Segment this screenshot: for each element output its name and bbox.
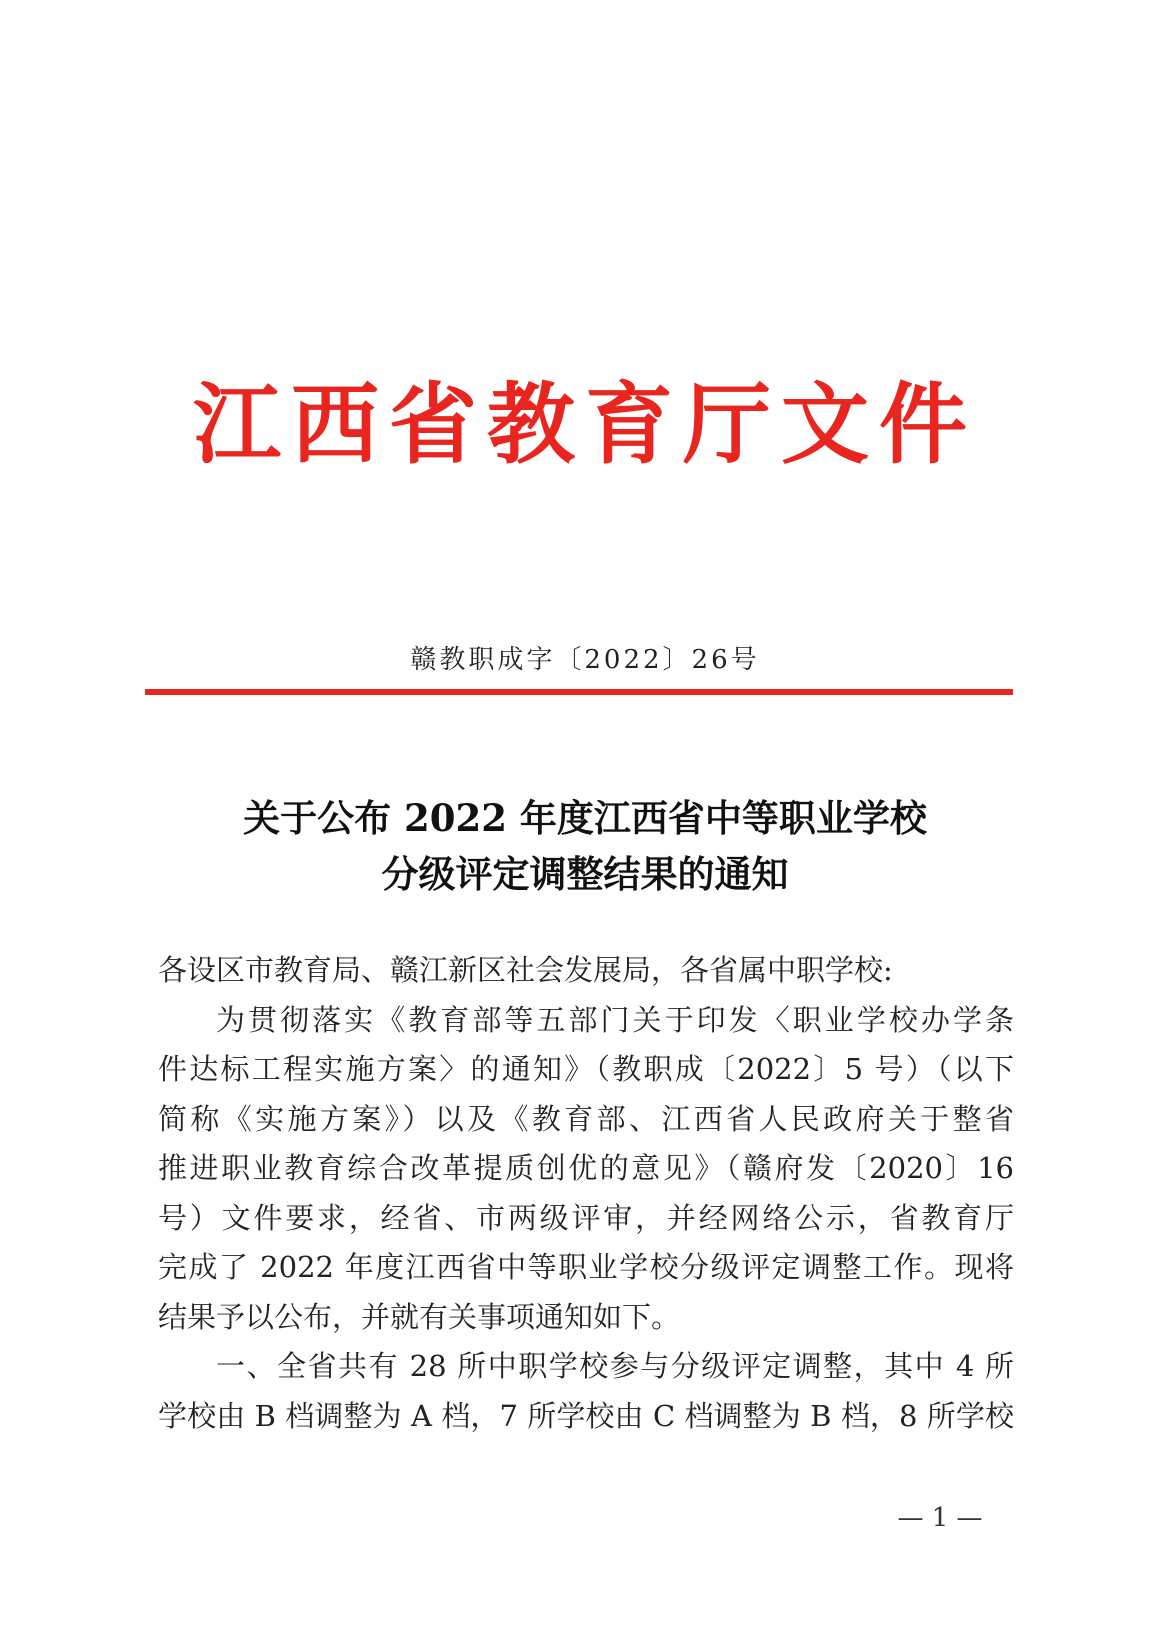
page-number: — 1 — [897,1503,983,1533]
body-line: 件达标工程实施方案〉的通知》（教职成〔2022〕5 号）（以下 [158,1052,1014,1086]
body-line: 推进职业教育综合改革提质创优的意见》（赣府发〔2020〕16 [158,1151,1014,1185]
masthead-title: 江西省教育厅文件 [192,373,977,476]
body-line: 结果予以公布，并就有关事项通知如下。 [158,1299,681,1334]
body-line: 一、全省共有 28 所中职学校参与分级评定调整，其中 4 所 [216,1349,1014,1383]
body-line: 学校由 B 档调整为 A 档，7 所学校由 C 档调整为 B 档，8 所学校 [158,1398,1014,1433]
addressee-line: 各设区市教育局、赣江新区社会发展局，各省属中职学校: [158,953,893,987]
notice-body [158,946,1014,1441]
body-line: 简称《实施方案》）以及《教育部、江西省人民政府关于整省 [158,1101,1014,1136]
body-line: 为贯彻落实《教育部等五部门关于印发〈职业学校办学条 [216,1002,1014,1037]
title-line-1: 关于公布 2022 年度江西省中等职业学校 [243,796,927,840]
document-number: 赣教职成字〔2022〕26号 [410,645,760,675]
body-line: 号）文件要求，经省、市两级评审，并经网络公示，省教育厅 [158,1200,1014,1235]
body-line: 完成了 2022 年度江西省中等职业学校分级评定调整工作。现将 [158,1250,1014,1284]
title-line-2: 分级评定调整结果的通知 [381,852,789,896]
red-separator-rule [145,689,1013,695]
notice-title [150,790,1020,902]
